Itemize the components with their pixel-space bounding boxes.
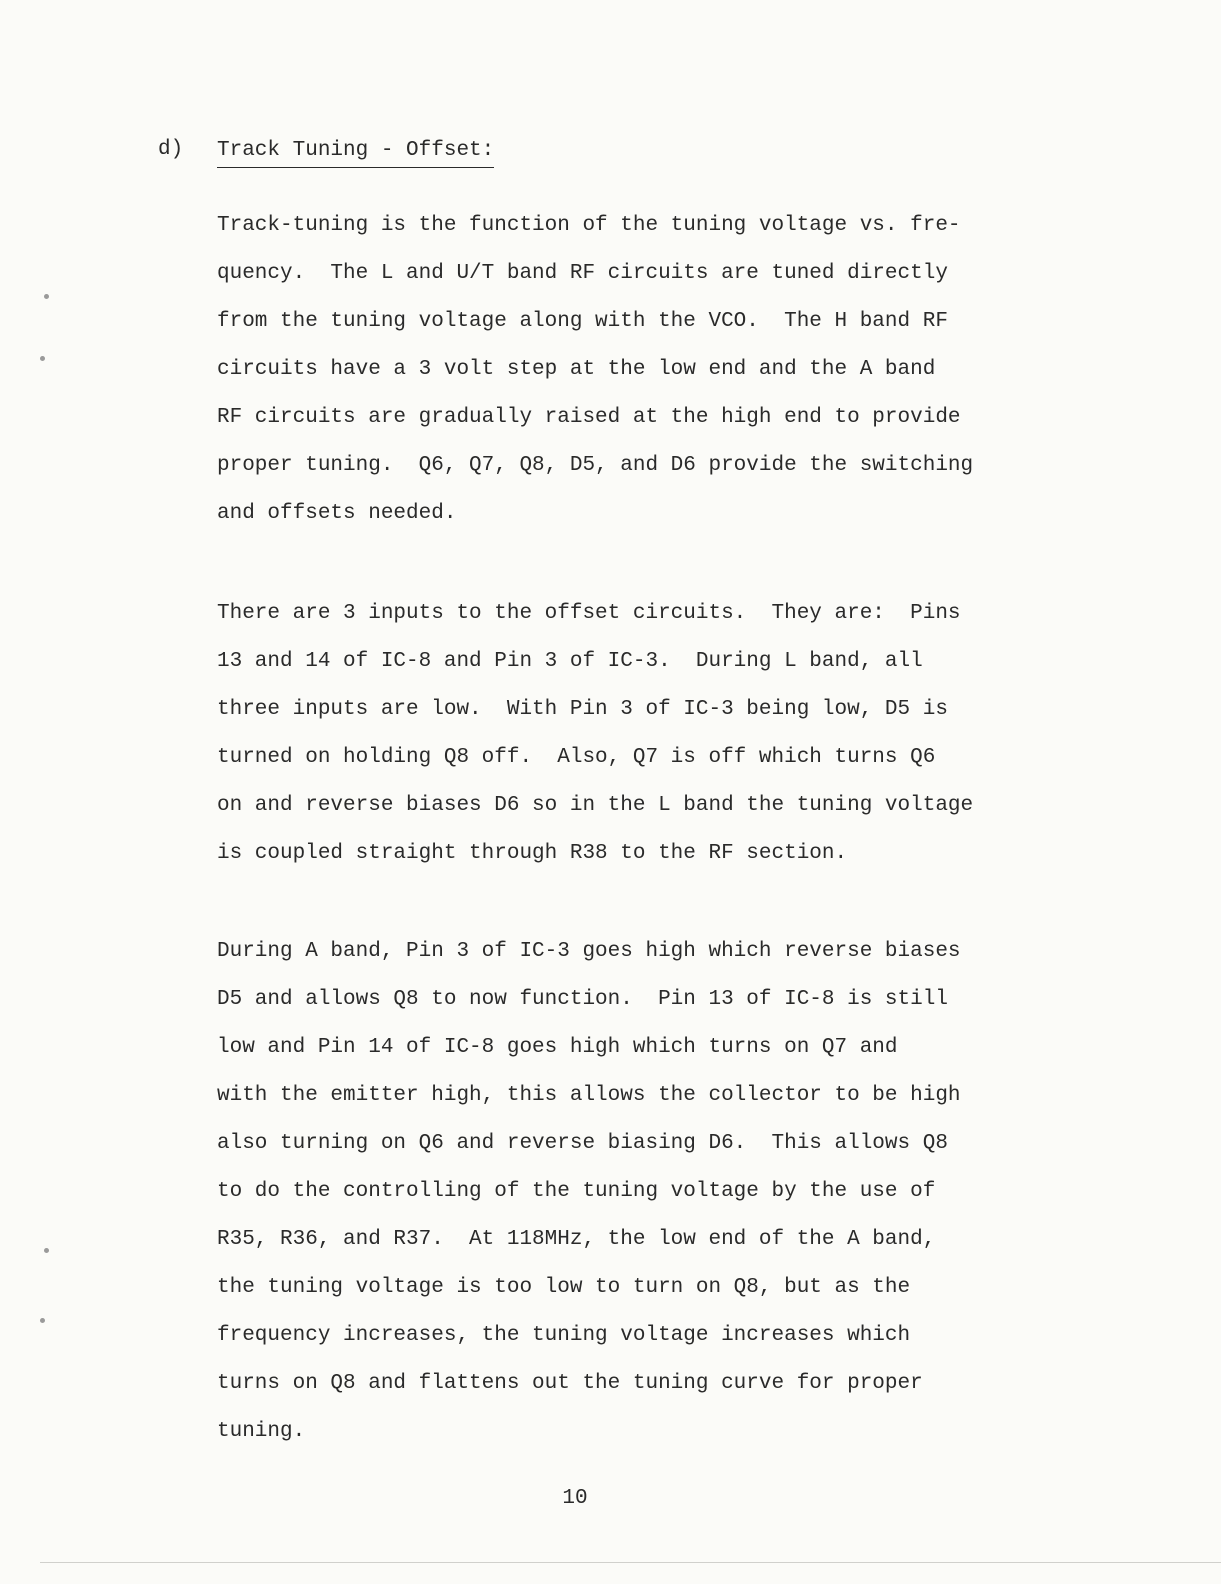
text-line: There are 3 inputs to the offset circuits. They are: Pins [217, 602, 961, 625]
text-line: the tuning voltage is too low to turn on Q8, but as the [217, 1276, 911, 1299]
paragraph-a-band [217, 928, 1107, 1456]
scan-edge-line [40, 1562, 1221, 1563]
text-line: quency. The L and U/T band RF circuits are tuned directly [217, 262, 948, 285]
text-line: to do the controlling of the tuning voltage by the use of [217, 1180, 936, 1203]
scan-speck [40, 1318, 45, 1323]
paragraph-offset-inputs [217, 590, 1107, 878]
text-line: from the tuning voltage along with the VCO. The H band RF [217, 310, 948, 333]
text-line: low and Pin 14 of IC-8 goes high which turns on Q7 and [217, 1036, 898, 1059]
paragraph-track-tuning [217, 202, 1107, 538]
text-line: turns on Q8 and flattens out the tuning curve for proper [217, 1372, 923, 1395]
text-line: Track-tuning is the function of the tuning voltage vs. fre- [217, 214, 961, 237]
text-line: proper tuning. Q6, Q7, Q8, D5, and D6 provide the switching [217, 454, 974, 477]
text-line: During A band, Pin 3 of IC-3 goes high which reverse biases [217, 940, 961, 963]
text-line: three inputs are low. With Pin 3 of IC-3 being low, D5 is [217, 698, 948, 721]
section-label: d) [158, 138, 184, 161]
scan-speck [40, 356, 45, 361]
text-line: and offsets needed. [217, 502, 457, 525]
section-title: Track Tuning - Offset: [217, 138, 494, 168]
scan-speck [44, 294, 49, 299]
text-line: with the emitter high, this allows the collector to be high [217, 1084, 961, 1107]
scan-speck [44, 1248, 49, 1253]
text-line: 13 and 14 of IC-8 and Pin 3 of IC-3. During L band, all [217, 650, 923, 673]
text-line: is coupled straight through R38 to the RF section. [217, 842, 848, 865]
text-line: circuits have a 3 volt step at the low end and the A band [217, 358, 936, 381]
text-line: on and reverse biases D6 so in the L band the tuning voltage [217, 794, 974, 817]
text-line: frequency increases, the tuning voltage increases which [217, 1324, 911, 1347]
text-line: also turning on Q6 and reverse biasing D6. This allows Q8 [217, 1132, 948, 1155]
text-line: D5 and allows Q8 to now function. Pin 13 of IC-8 is still [217, 988, 948, 1011]
text-line: R35, R36, and R37. At 118MHz, the low end of the A band, [217, 1228, 936, 1251]
text-line: tuning. [217, 1420, 306, 1443]
text-line: turned on holding Q8 off. Also, Q7 is off which turns Q6 [217, 746, 936, 769]
text-line: RF circuits are gradually raised at the high end to provide [217, 406, 961, 429]
page-number: 10 [562, 1487, 588, 1510]
